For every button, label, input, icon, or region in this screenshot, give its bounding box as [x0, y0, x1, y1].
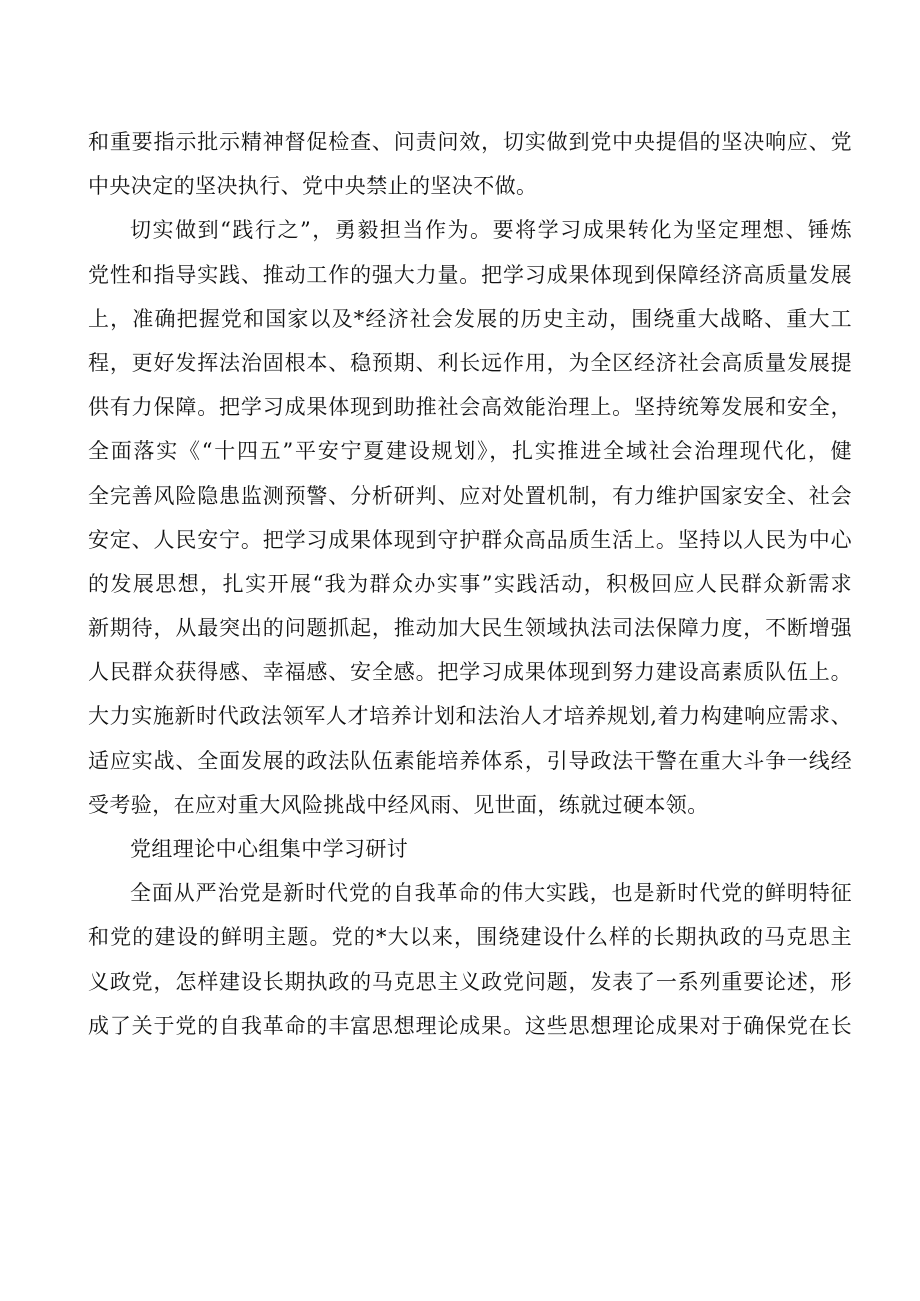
paragraph-continuation	[88, 120, 852, 208]
text-line: 新期待，从最突出的问题抓起，推动加大民生领域执法司法保障力度，不断增强	[88, 616, 852, 641]
text-line: 供有力保障。把学习成果体现到助推社会高效能治理上。坚持统筹发展和安全，	[88, 395, 852, 420]
heading-text: 党组理论中心组集中学习研讨	[130, 837, 409, 861]
paragraph-party-governance	[88, 871, 852, 1048]
text-line: 党性和指导实践、推动工作的强大力量。把学习成果体现到保障经济高质量发展	[88, 262, 852, 287]
text-line: 和重要指示批示精神督促检查、问责问效，切实做到党中央提倡的坚决响应、党	[88, 130, 852, 154]
paragraph-practice	[88, 208, 852, 827]
section-heading	[88, 827, 852, 871]
text-line: 上，准确把握党和国家以及*经济社会发展的历史主动，围绕重大战略、重大工	[88, 306, 852, 331]
text-line: 安定、人民安宁。把学习成果体现到守护群众高品质生活上。坚持以人民为中心	[88, 527, 852, 552]
text-line: 的发展思想，扎实开展“我为群众办实事”实践活动，积极回应人民群众新需求	[88, 571, 852, 596]
text-line: 适应实战、全面发展的政法队伍素能培养体系，引导政法干警在重大斗争一线经	[88, 748, 852, 773]
text-line: 和党的建设的鲜明主题。党的*大以来，围绕建设什么样的长期执政的马克思主	[88, 925, 852, 950]
text-line: 受考验，在应对重大风险挑战中经风雨、见世面，练就过硬本领。	[88, 792, 709, 817]
text-line: 大力实施新时代政法领军人才培养计划和法治人才培养规划,着力构建响应需求、	[88, 704, 852, 729]
text-line: 程，更好发挥法治固根本、稳预期、利长远作用，为全区经济社会高质量发展提	[88, 350, 852, 375]
text-line: 中央决定的坚决执行、党中央禁止的坚决不做。	[88, 174, 538, 199]
text-line: 人民群众获得感、幸福感、安全感。把学习成果体现到努力建设高素质队伍上。	[88, 660, 852, 685]
text-line: 全完善风险隐患监测预警、分析研判、应对处置机制，有力维护国家安全、社会	[88, 483, 852, 508]
text-line: 全面落实《“十四五”平安宁夏建设规划》，扎实推进全域社会治理现代化，健	[88, 439, 852, 464]
text-line: 全面从严治党是新时代党的自我革命的伟大实践，也是新时代党的鲜明特征	[130, 881, 852, 906]
text-line: 切实做到“践行之”，勇毅担当作为。要将学习成果转化为坚定理想、锤炼	[130, 218, 852, 243]
text-line: 成了关于党的自我革命的丰富思想理论成果。这些思想理论成果对于确保党在长	[88, 1013, 852, 1038]
text-line: 义政党，怎样建设长期执政的马克思主义政党问题，发表了一系列重要论述，形	[88, 969, 852, 994]
